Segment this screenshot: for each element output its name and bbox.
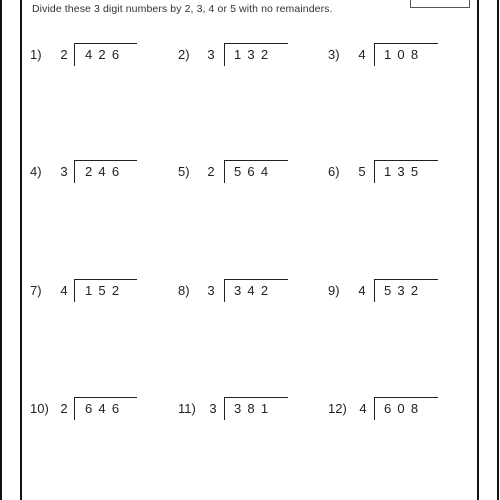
dividend: 108 — [384, 47, 425, 62]
problem-5 — [178, 160, 308, 184]
problem-10 — [30, 397, 160, 421]
problem-7 — [30, 279, 160, 303]
problem-number: 3) — [328, 47, 340, 62]
problem-number: 12) — [328, 401, 347, 416]
divisor: 4 — [60, 283, 68, 298]
divisor: 2 — [60, 47, 68, 62]
problem-number: 2) — [178, 47, 190, 62]
dividend: 426 — [85, 47, 126, 62]
problem-8 — [178, 279, 308, 303]
problem-2 — [178, 43, 308, 67]
problem-number: 4) — [30, 164, 42, 179]
page-border-left — [0, 0, 2, 500]
problem-12 — [328, 397, 458, 421]
problem-number: 6) — [328, 164, 340, 179]
divisor: 4 — [358, 283, 366, 298]
divisor: 4 — [359, 401, 367, 416]
divisor: 3 — [209, 401, 217, 416]
dividend: 381 — [234, 401, 275, 416]
problem-number: 11) — [178, 401, 196, 416]
problem-number: 1) — [30, 47, 42, 62]
dividend: 564 — [234, 164, 275, 179]
divisor: 2 — [207, 164, 215, 179]
divisor: 5 — [358, 164, 366, 179]
dividend: 132 — [234, 47, 275, 62]
divisor: 3 — [207, 47, 215, 62]
problem-1 — [30, 43, 160, 67]
divisor: 2 — [60, 401, 68, 416]
problem-4 — [30, 160, 160, 184]
problem-number: 7) — [30, 283, 42, 298]
page-border-right — [497, 0, 499, 500]
problem-number: 5) — [178, 164, 190, 179]
dividend: 342 — [234, 283, 275, 298]
problem-number: 8) — [178, 283, 190, 298]
divisor: 3 — [60, 164, 68, 179]
problem-6 — [328, 160, 458, 184]
problem-3 — [328, 43, 458, 67]
dividend: 646 — [85, 401, 126, 416]
divisor: 3 — [207, 283, 215, 298]
dividend: 135 — [384, 164, 425, 179]
dividend: 246 — [85, 164, 126, 179]
dividend: 152 — [85, 283, 126, 298]
worksheet-instructions: Divide these 3 digit numbers by 2, 3, 4 or 5 with no remainders. — [32, 3, 333, 15]
problem-number: 9) — [328, 283, 340, 298]
dividend: 608 — [384, 401, 425, 416]
problem-number: 10) — [30, 401, 49, 416]
divisor: 4 — [358, 47, 366, 62]
margin-line-right — [477, 0, 479, 500]
margin-line-left — [20, 0, 22, 500]
problem-11 — [178, 397, 308, 421]
problem-9 — [328, 279, 458, 303]
name-box — [410, 0, 470, 8]
dividend: 532 — [384, 283, 425, 298]
